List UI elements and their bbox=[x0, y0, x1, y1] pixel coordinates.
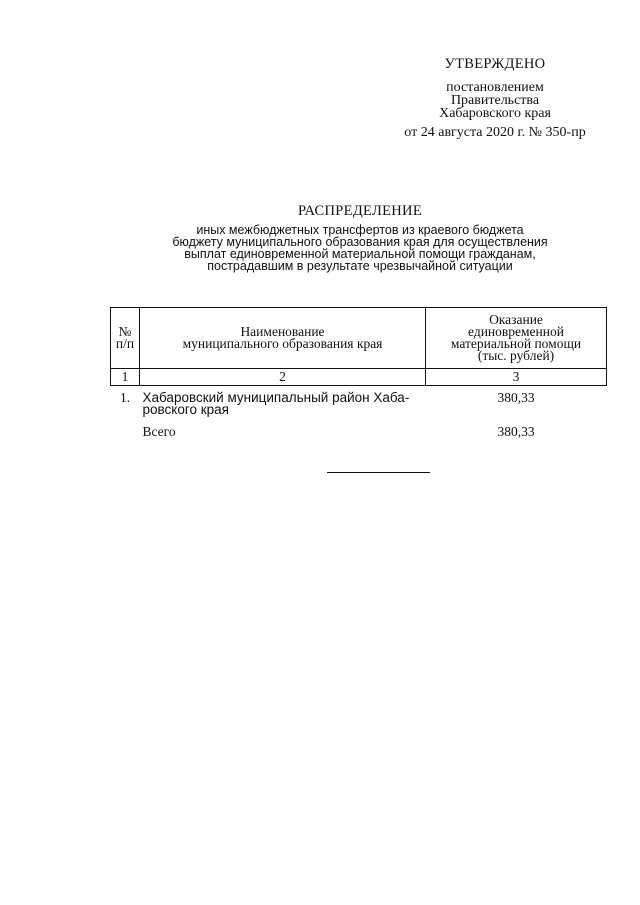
header-name-line: муниципального образования края bbox=[182, 336, 383, 351]
row-municipality-name bbox=[140, 386, 426, 421]
end-divider-line bbox=[327, 472, 430, 473]
approval-title: УТВЕРЖДЕНО bbox=[444, 56, 546, 72]
header-amount bbox=[426, 308, 607, 369]
header-name-line: Наименование bbox=[240, 324, 325, 339]
total-amount: 380,33 bbox=[497, 424, 535, 439]
document-subtitle-line: бюджету муниципального образования края для осуществления bbox=[172, 235, 548, 249]
row-number: 1. bbox=[119, 390, 131, 405]
header-number bbox=[111, 308, 140, 369]
document-subtitle-line: иных межбюджетных трансфертов из краевого бюджета bbox=[196, 223, 524, 237]
column-number: 2 bbox=[140, 369, 426, 386]
header-amount-line: единовременной bbox=[468, 324, 564, 339]
column-number: 1 bbox=[111, 369, 140, 386]
approval-block bbox=[395, 58, 595, 139]
document-title: РАСПРЕДЕЛЕНИЕ bbox=[298, 203, 422, 219]
document-heading bbox=[140, 203, 580, 272]
distribution-table bbox=[110, 307, 607, 438]
approval-line: Хабаровского края bbox=[439, 106, 551, 121]
column-number: 3 bbox=[426, 369, 607, 386]
total-number-empty bbox=[111, 420, 140, 438]
approval-line: постановлением bbox=[446, 80, 544, 95]
row-name-line: Хабаровский муниципальный район Хаба- bbox=[142, 390, 410, 405]
approval-date: от 24 августа 2020 г. № 350-пр bbox=[404, 125, 586, 140]
column-number-row bbox=[111, 369, 607, 386]
header-name bbox=[140, 308, 426, 369]
header-amount-line: материальной помощи bbox=[450, 336, 582, 351]
header-number-symbol: № bbox=[118, 324, 132, 339]
document-subtitle-line: выплат единовременной материальной помощи гражданам, bbox=[184, 247, 536, 261]
document-subtitle-line: пострадавшим в результате чрезвычайной ситуации bbox=[207, 259, 513, 273]
row-amount: 380,33 bbox=[497, 390, 535, 405]
total-label: Всего bbox=[142, 424, 176, 439]
approval-line: Правительства bbox=[450, 93, 540, 108]
header-amount-line: (тыс. рублей) bbox=[477, 348, 555, 363]
total-row bbox=[111, 420, 607, 438]
header-number-abbr: п/п bbox=[115, 336, 135, 351]
header-amount-line: Оказание bbox=[489, 312, 543, 327]
table-row bbox=[111, 386, 607, 421]
row-name-line: ровского края bbox=[142, 402, 229, 417]
table-header-row bbox=[111, 308, 607, 369]
